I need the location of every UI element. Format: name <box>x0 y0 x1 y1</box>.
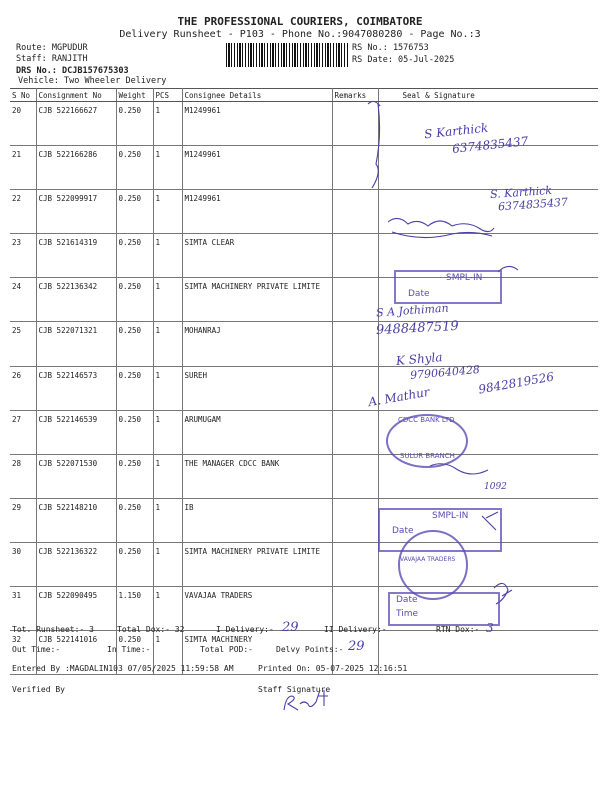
cell-sno: 25 <box>10 322 36 366</box>
cell-consignment: CJB 521614319 <box>36 234 116 278</box>
cell-pcs: 1 <box>153 542 182 586</box>
col-consignee: Consignee Details <box>182 89 332 102</box>
cell-weight: 0.250 <box>116 454 153 498</box>
cell-consignee: SUREH <box>182 366 332 410</box>
rtn-dox-value: 3 <box>486 621 494 635</box>
stamp-text: SMPL-IN <box>432 511 469 521</box>
col-weight: Weight <box>116 89 153 102</box>
cell-consignment: CJB 522146573 <box>36 366 116 410</box>
cell-weight: 0.250 <box>116 146 153 190</box>
stamp-text: SMPL-IN <box>446 273 483 283</box>
cell-consignee: IB <box>182 498 332 542</box>
cell-consignment: CJB 522136342 <box>36 278 116 322</box>
cell-weight: 0.250 <box>116 410 153 454</box>
cell-pcs: 1 <box>153 190 182 234</box>
route: Route: MGPUDUR <box>16 43 88 53</box>
cell-sno: 32 <box>10 631 36 675</box>
cell-sno: 28 <box>10 454 36 498</box>
cell-sno: 27 <box>10 410 36 454</box>
verified-by: Verified By <box>12 685 65 694</box>
in-time: In Time:- <box>107 645 151 654</box>
staff-signature <box>280 690 344 716</box>
cell-pcs: 1 <box>153 146 182 190</box>
col-consignment: Consignment No <box>36 89 116 102</box>
handwriting-note: 1092 <box>484 482 507 492</box>
cell-weight: 1.150 <box>116 587 153 631</box>
cell-weight: 0.250 <box>116 542 153 586</box>
stamp-date-label: Date <box>392 526 414 536</box>
cell-sno: 21 <box>10 146 36 190</box>
cell-weight: 0.250 <box>116 366 153 410</box>
cell-sno: 30 <box>10 542 36 586</box>
staff-signature-label: Staff Signature <box>258 685 331 694</box>
rs-number: RS No.: 1576753 <box>352 43 429 53</box>
cell-consignment: CJB 522099917 <box>36 190 116 234</box>
signature-scribble <box>388 218 494 231</box>
cell-consignment: CJB 522136322 <box>36 542 116 586</box>
traders-seal <box>398 530 468 600</box>
i-delivery: I Delivery:- <box>216 625 274 634</box>
cell-weight: 0.250 <box>116 498 153 542</box>
ii-delivery: II Delivery:- <box>324 625 387 634</box>
handwriting-stroke <box>372 104 380 188</box>
cell-consignment: CJB 522148210 <box>36 498 116 542</box>
vehicle: Vehicle: Two Wheeler Delivery <box>18 76 167 86</box>
handwriting-phone: 9790640428 <box>409 362 481 383</box>
cell-consignment: CJB 522071530 <box>36 454 116 498</box>
cell-pcs: 1 <box>153 234 182 278</box>
cell-pcs: 1 <box>153 454 182 498</box>
col-seal: Seal & Signature <box>378 89 598 102</box>
cell-pcs: 1 <box>153 102 182 146</box>
cell-weight: 0.250 <box>116 278 153 322</box>
rtn-dox: RTN Dox:- <box>436 625 480 634</box>
cell-sno: 26 <box>10 366 36 410</box>
handwriting-name: S Karthick <box>423 120 489 142</box>
handwriting-name: A. Mathur <box>367 384 431 410</box>
handwriting-phone: 6374835437 <box>451 134 529 156</box>
cell-consignee: M1249961 <box>182 190 332 234</box>
col-pcs: PCS <box>153 89 182 102</box>
bank-seal-text: SULUR BRANCH <box>400 452 455 460</box>
delvy-points-value: 29 <box>348 639 365 654</box>
cell-consignee: ARUMUGAM <box>182 410 332 454</box>
cell-pcs: 1 <box>153 278 182 322</box>
traders-seal-text: VAVAJAA TRADERS <box>400 556 456 563</box>
cell-consignee: VAVAJAA TRADERS <box>182 587 332 631</box>
total-pod: Total POD:- <box>200 645 253 654</box>
cell-weight: 0.250 <box>116 234 153 278</box>
handwriting-name: K Shyla <box>395 350 444 368</box>
handwriting-name: S A Jothiman <box>375 301 449 320</box>
bank-seal-text: CDCC BANK LTD <box>398 416 455 424</box>
col-remarks: Remarks <box>332 89 378 102</box>
out-time: Out Time:- <box>12 645 61 654</box>
cell-consignment: CJB 522090495 <box>36 587 116 631</box>
cell-consignment: CJB 522166627 <box>36 102 116 146</box>
cell-sno: 20 <box>10 102 36 146</box>
cell-sno: 22 <box>10 190 36 234</box>
cell-consignee: MOHANRAJ <box>182 322 332 366</box>
cell-pcs: 1 <box>153 587 182 631</box>
cell-pcs: 1 <box>153 322 182 366</box>
cell-consignee: SIMTA CLEAR <box>182 234 332 278</box>
printed-on: Printed On: 05-07-2025 12:16:51 <box>258 664 408 673</box>
handwriting-phone: 6374835437 <box>497 195 569 214</box>
total-dox: Total Dox:- 32 <box>117 625 185 634</box>
runsheet-subtitle: Delivery Runsheet - P103 - Phone No.:9047080280 - Page No.:3 <box>119 29 481 40</box>
i-delivery-value: 29 <box>282 620 299 635</box>
rs-date: RS Date: 05-Jul-2025 <box>352 55 455 65</box>
cell-weight: 0.250 <box>116 102 153 146</box>
handwriting-name: S. Karthick <box>489 183 553 202</box>
cell-weight: 0.250 <box>116 631 153 675</box>
col-sno: S No <box>10 89 36 102</box>
cell-sno: 23 <box>10 234 36 278</box>
cell-pcs: 1 <box>153 410 182 454</box>
cell-consignment: CJB 522146539 <box>36 410 116 454</box>
stamp-time-label: Time <box>396 609 419 619</box>
cell-sno: 31 <box>10 587 36 631</box>
stamp-date-label: Date <box>396 595 418 605</box>
cell-consignee: M1249961 <box>182 102 332 146</box>
cell-pcs: 1 <box>153 631 182 675</box>
stamp-date-label: Date <box>408 289 430 299</box>
staff: Staff: RANJITH <box>16 54 88 64</box>
cell-sno: 29 <box>10 498 36 542</box>
company-title: THE PROFESSIONAL COURIERS, COIMBATORE <box>177 15 423 28</box>
cell-weight: 0.250 <box>116 322 153 366</box>
cell-consignee: THE MANAGER CDCC BANK <box>182 454 332 498</box>
tot-runsheet: Tot. Runsheet:- 3 <box>12 625 94 634</box>
cell-consignment: CJB 522141016 <box>36 631 116 675</box>
entered-by: Entered By :MAGDALIN103 07/05/2025 11:59:58 AM <box>12 664 234 673</box>
cell-consignee: M1249961 <box>182 146 332 190</box>
handwriting-phone: 9488487519 <box>375 318 460 339</box>
signature-scribble <box>392 232 492 238</box>
handwriting-phone: 9842819526 <box>477 369 555 397</box>
cell-consignment: CJB 522166286 <box>36 146 116 190</box>
drs-number: DRS No.: DCJB157675303 <box>16 66 129 76</box>
cell-consignment: CJB 522071321 <box>36 322 116 366</box>
cell-pcs: 1 <box>153 498 182 542</box>
cell-weight: 0.250 <box>116 190 153 234</box>
cell-consignee: SIMTA MACHINERY PRIVATE LIMITE <box>182 278 332 322</box>
cell-sno: 24 <box>10 278 36 322</box>
cell-pcs: 1 <box>153 366 182 410</box>
cell-consignee: SIMTA MACHINERY <box>182 631 332 675</box>
delvy-points: Delvy Points:- <box>276 645 344 654</box>
cell-consignee: SIMTA MACHINERY PRIVATE LIMITE <box>182 542 332 586</box>
